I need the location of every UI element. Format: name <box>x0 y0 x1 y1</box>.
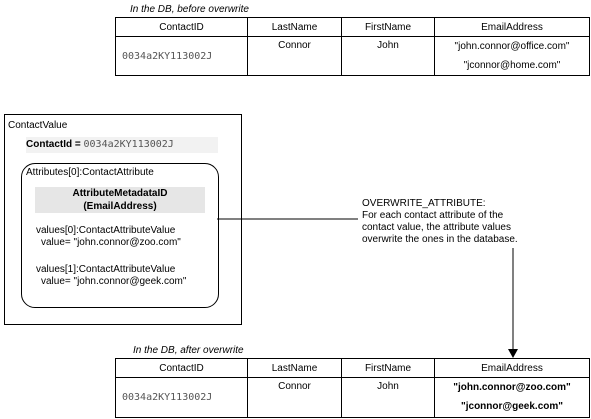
email-entry: "jconnor@geek.com" <box>460 401 564 412</box>
note-line: For each contact attribute of the <box>362 210 504 221</box>
email-entry: "john.connor@office.com" <box>454 41 570 52</box>
arrow-head-icon <box>508 349 518 358</box>
cell-emailaddress <box>435 378 590 418</box>
header-emailaddress: EmailAddress <box>435 18 590 37</box>
contact-attribute-title: Attributes[0]:ContactAttribute <box>26 167 154 178</box>
contact-id-label: ContactId = <box>26 139 81 150</box>
db-table-after <box>115 358 590 418</box>
header-firstname: FirstName <box>342 359 435 378</box>
cell-contactid: 0034a2KY113002J <box>116 378 248 418</box>
contact-value-title: ContactValue <box>8 120 68 131</box>
header-contactid: ContactID <box>116 359 248 378</box>
email-entry: "jconnor@home.com" <box>463 60 561 71</box>
attribute-metadata-name: (EmailAddress) <box>83 201 157 212</box>
cell-contactid: 0034a2KY113002J <box>116 37 248 76</box>
header-contactid: ContactID <box>116 18 248 37</box>
cell-lastname: Connor <box>248 378 342 418</box>
contact-id-value: 0034a2KY113002J <box>83 139 174 150</box>
header-firstname: FirstName <box>342 18 435 37</box>
attribute-value-label: values[1]:ContactAttributeValue <box>36 264 176 275</box>
attribute-value-text: value= "john.connor@geek.com" <box>41 276 187 287</box>
note-line: overwrite the ones in the database. <box>362 234 518 245</box>
cell-firstname: John <box>342 37 435 76</box>
header-emailaddress: EmailAddress <box>435 359 590 378</box>
overwrite-note <box>362 198 552 246</box>
cell-lastname: Connor <box>248 37 342 76</box>
attribute-value-text: value= "john.connor@zoo.com" <box>41 237 181 248</box>
cell-firstname: John <box>342 378 435 418</box>
attribute-value-label: values[0]:ContactAttributeValue <box>36 225 176 236</box>
email-entry: "john.connor@zoo.com" <box>453 382 571 393</box>
note-line: contact value, the attribute values <box>362 222 511 233</box>
before-caption: In the DB, before overwrite <box>130 4 249 15</box>
header-lastname: LastName <box>248 359 342 378</box>
header-lastname: LastName <box>248 18 342 37</box>
note-title: OVERWRITE_ATTRIBUTE: <box>362 198 486 209</box>
attribute-metadata-id: AttributeMetadataID <box>72 188 168 199</box>
after-caption: In the DB, after overwrite <box>133 345 244 356</box>
